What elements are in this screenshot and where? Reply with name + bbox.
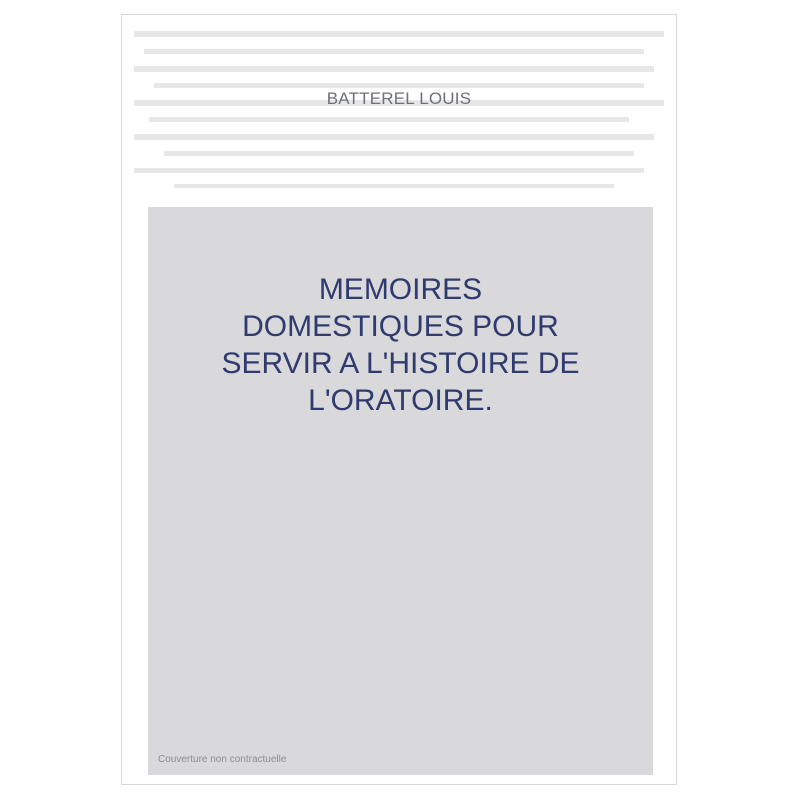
title-panel [148, 207, 653, 775]
book-author: BATTEREL LOUIS [326, 89, 472, 108]
book-cover [121, 14, 677, 785]
book-title: MEMOIRES DOMESTIQUES POUR SERVIR A L'HISTOIRE DE L'ORATOIRE. [221, 273, 580, 417]
cover-disclaimer: Couverture non contractuelle [158, 754, 287, 765]
watermark-pattern [134, 21, 664, 201]
